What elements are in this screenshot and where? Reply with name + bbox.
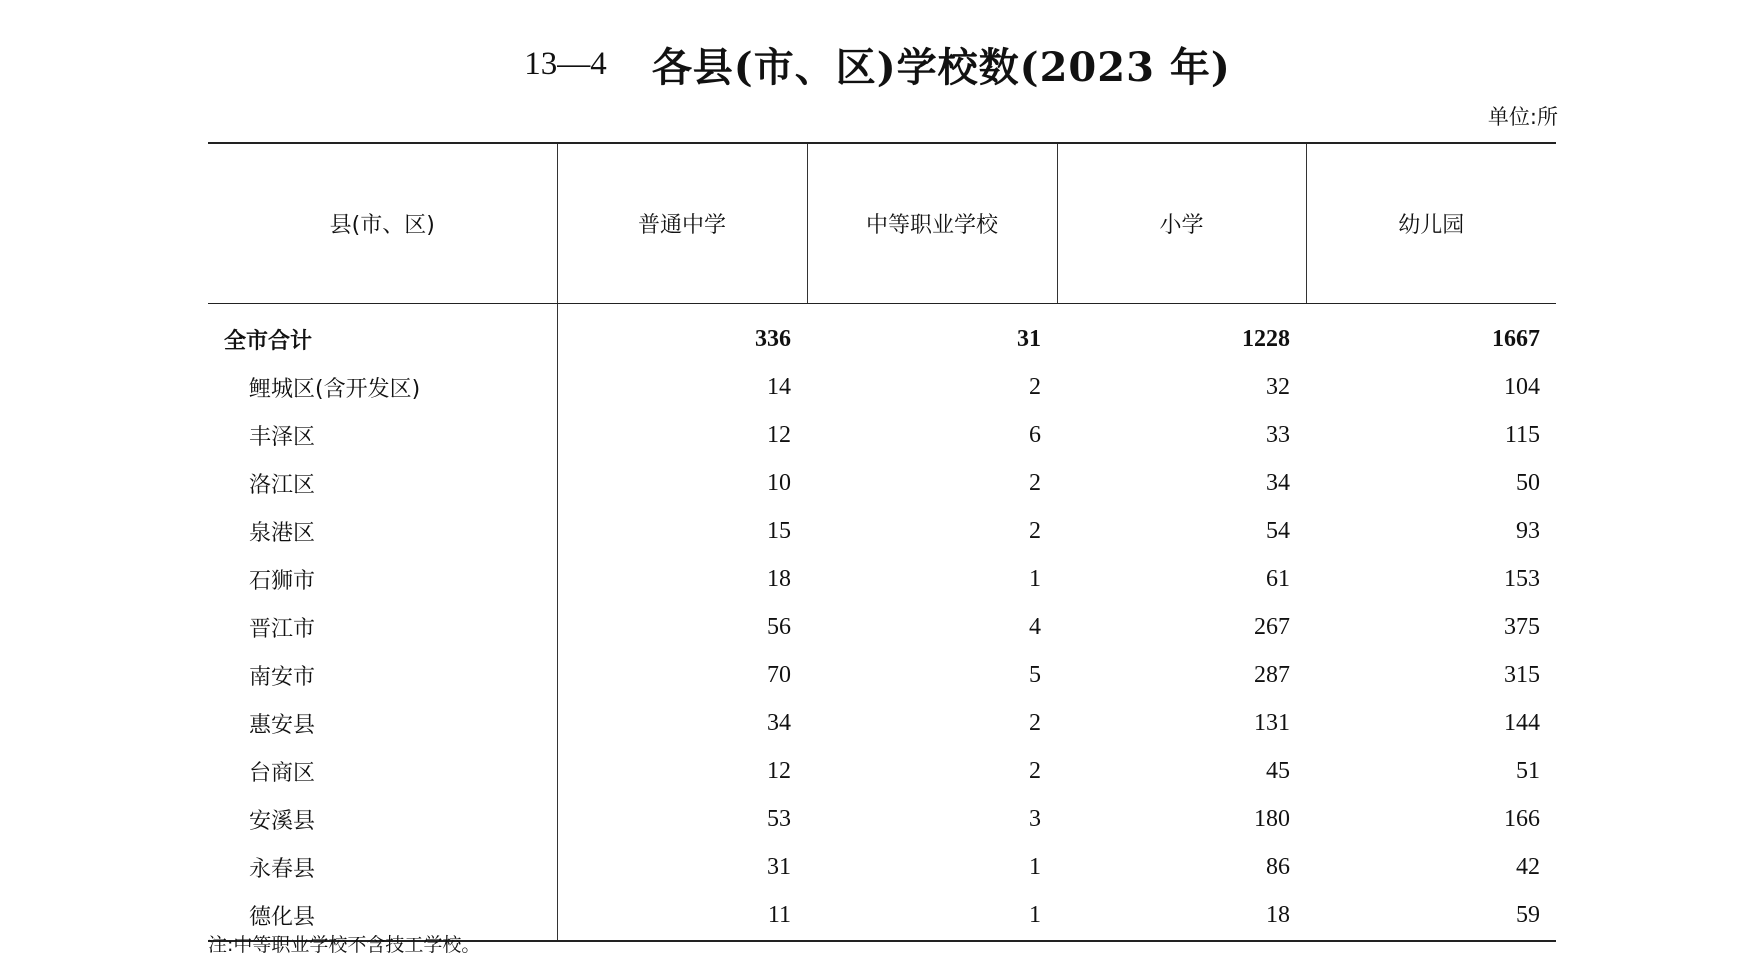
row-value-cell: 1 [1029, 566, 1041, 592]
row-district-name: 石狮市 [208, 556, 557, 604]
row-value-cell: 70 [767, 662, 791, 688]
row-value-cell: 144 [1504, 710, 1540, 736]
table-row [208, 364, 1556, 412]
row-district-name: 安溪县 [208, 796, 557, 844]
table-row [208, 460, 1556, 508]
table-row [208, 556, 1556, 604]
table-row [208, 748, 1556, 796]
table-row [208, 844, 1556, 892]
row-value-cell: 1667 [1492, 326, 1540, 352]
row-value-cell: 104 [1504, 374, 1540, 400]
header-kindergarten: 幼儿园 [1306, 143, 1556, 303]
row-value-cell: 50 [1516, 470, 1540, 496]
row-value-cell: 4 [1029, 614, 1041, 640]
row-value-cell: 12 [767, 422, 791, 448]
row-value-cell: 34 [1266, 470, 1290, 496]
row-value-cell: 1 [1029, 854, 1041, 880]
row-value-cell: 166 [1504, 806, 1540, 832]
row-district-name: 德化县 [208, 892, 557, 941]
row-district-name: 台商区 [208, 748, 557, 796]
row-value-cell: 5 [1029, 662, 1041, 688]
row-value-cell: 59 [1306, 892, 1556, 941]
row-value-cell: 10 [767, 470, 791, 496]
row-value-cell: 153 [1504, 566, 1540, 592]
table-row [208, 652, 1556, 700]
row-district-name: 南安市 [208, 652, 557, 700]
page-title [0, 36, 1755, 93]
total-row [208, 303, 1556, 364]
row-value-cell: 336 [755, 326, 791, 352]
row-value-cell: 180 [1254, 806, 1290, 832]
row-district-name: 永春县 [208, 844, 557, 892]
row-value-cell: 61 [1266, 566, 1290, 592]
table-row [208, 604, 1556, 652]
row-value-cell: 14 [767, 374, 791, 400]
row-district-name: 晋江市 [208, 604, 557, 652]
row-value-cell: 131 [1254, 710, 1290, 736]
row-value-cell: 56 [767, 614, 791, 640]
row-value-cell: 51 [1516, 758, 1540, 784]
row-value-cell: 2 [1029, 710, 1041, 736]
row-value-cell: 34 [767, 710, 791, 736]
row-value-cell: 2 [1029, 758, 1041, 784]
row-value-cell: 93 [1516, 518, 1540, 544]
unit-label: 单位:所 [1487, 105, 1558, 129]
row-value-cell: 31 [1017, 326, 1041, 352]
table-row [208, 796, 1556, 844]
row-value-cell: 1 [807, 892, 1057, 941]
row-value-cell: 32 [1266, 374, 1290, 400]
table-row [208, 508, 1556, 556]
table-header-row [208, 143, 1556, 303]
row-value-cell: 115 [1504, 422, 1540, 448]
footnote: 注:中等职业学校不含技工学校。 [208, 934, 481, 956]
row-value-cell: 375 [1504, 614, 1540, 640]
row-value-cell: 53 [767, 806, 791, 832]
row-value-cell: 86 [1266, 854, 1290, 880]
header-district: 县(市、区) [208, 143, 557, 303]
row-value-cell: 3 [1029, 806, 1041, 832]
row-value-cell: 18 [1057, 892, 1306, 941]
header-vocational-school: 中等职业学校 [807, 143, 1057, 303]
row-value-cell: 2 [1029, 374, 1041, 400]
row-value-cell: 1228 [1242, 326, 1290, 352]
row-value-cell: 15 [767, 518, 791, 544]
row-district-name: 泉港区 [208, 508, 557, 556]
row-district-name: 全市合计 [208, 303, 557, 364]
data-table-container [208, 142, 1556, 942]
row-value-cell: 2 [1029, 470, 1041, 496]
table-row [208, 700, 1556, 748]
row-value-cell: 31 [767, 854, 791, 880]
row-value-cell: 267 [1254, 614, 1290, 640]
header-primary-school: 小学 [1057, 143, 1306, 303]
row-value-cell: 6 [1029, 422, 1041, 448]
row-value-cell: 45 [1266, 758, 1290, 784]
table-number: 13—4 [524, 46, 607, 82]
table-title: 各县(市、区)学校数(2023 年) [651, 44, 1231, 91]
row-value-cell: 18 [767, 566, 791, 592]
header-middle-school: 普通中学 [557, 143, 807, 303]
table-row [208, 412, 1556, 460]
row-value-cell: 54 [1266, 518, 1290, 544]
row-district-name: 丰泽区 [208, 412, 557, 460]
row-value-cell: 33 [1266, 422, 1290, 448]
row-value-cell: 287 [1254, 662, 1290, 688]
row-district-name: 洛江区 [208, 460, 557, 508]
table-body [208, 303, 1556, 941]
school-count-table [208, 142, 1556, 942]
row-value-cell: 12 [767, 758, 791, 784]
row-district-name: 鲤城区(含开发区) [208, 364, 557, 412]
row-value-cell: 2 [1029, 518, 1041, 544]
row-value-cell: 315 [1504, 662, 1540, 688]
row-value-cell: 11 [557, 892, 807, 941]
row-value-cell: 42 [1516, 854, 1540, 880]
row-district-name: 惠安县 [208, 700, 557, 748]
